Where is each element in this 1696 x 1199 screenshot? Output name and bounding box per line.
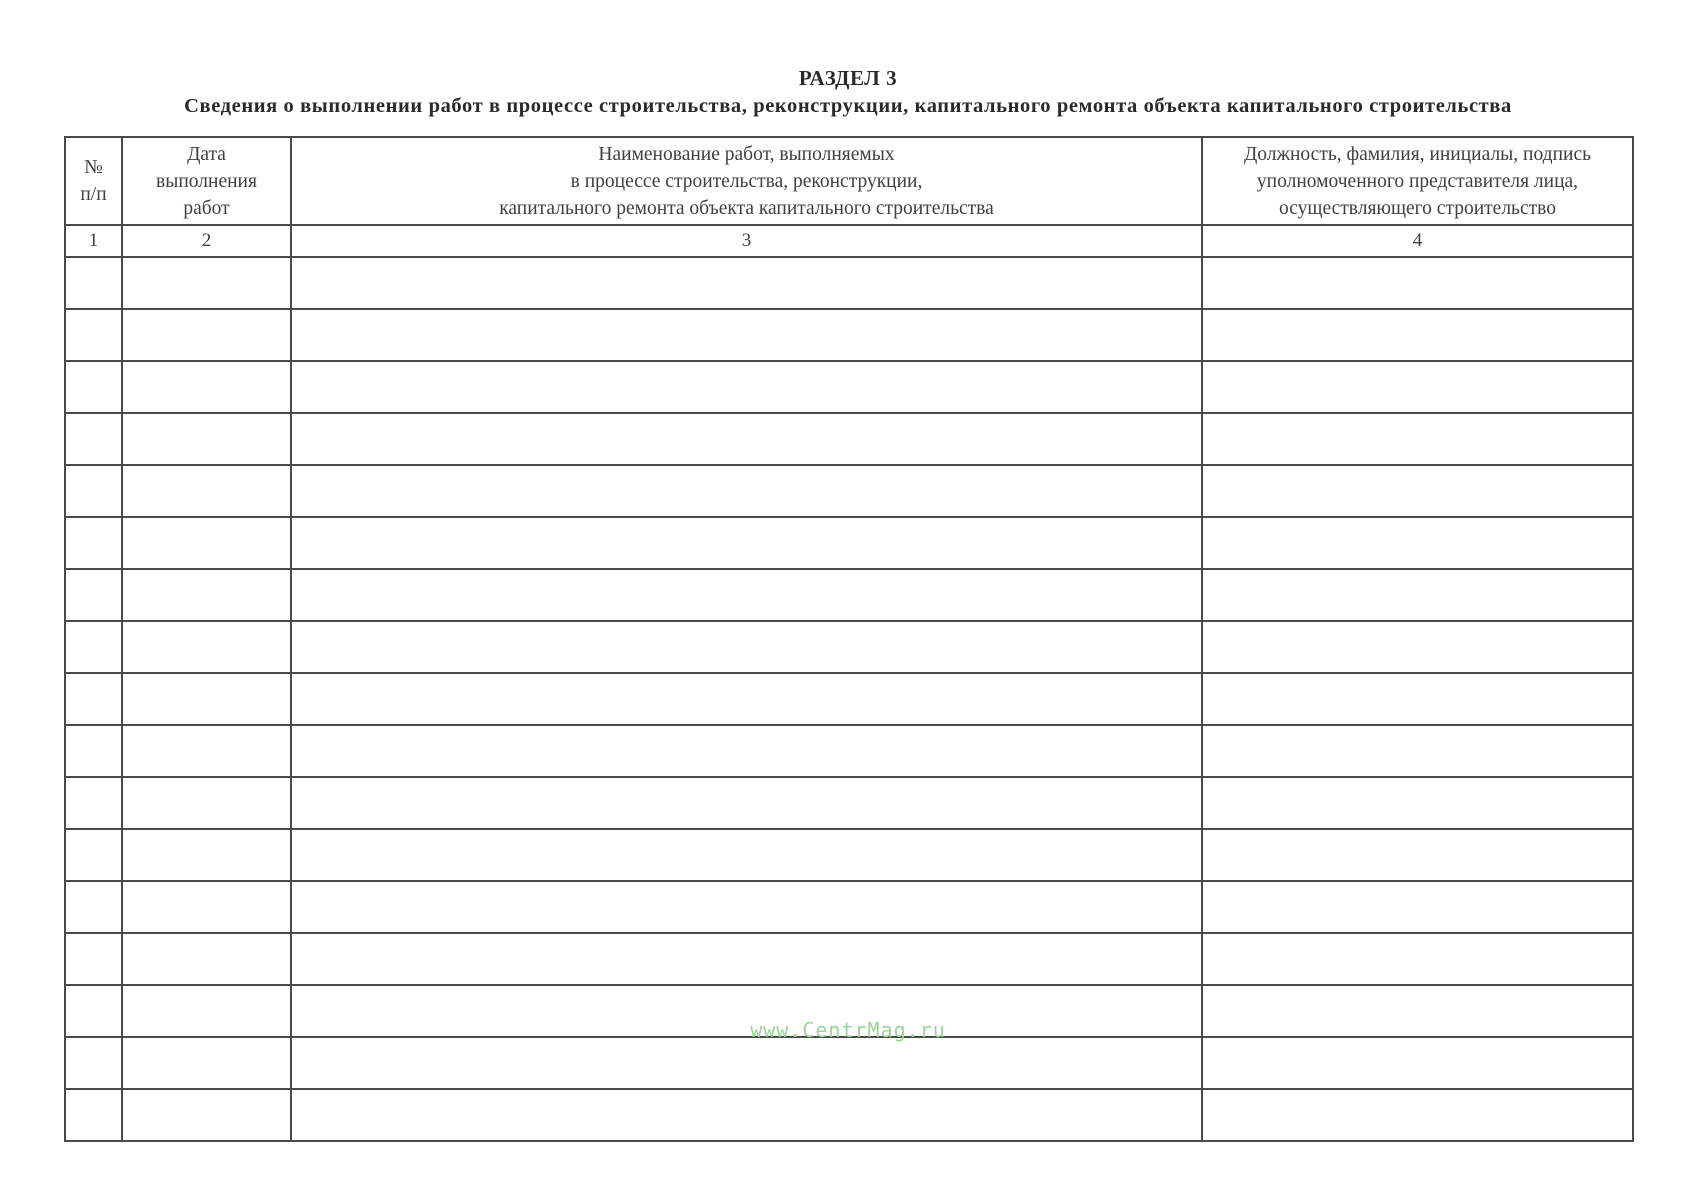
entry-cell-number[interactable] — [65, 465, 122, 517]
entry-cell-representative[interactable] — [1202, 1089, 1633, 1141]
entry-cell-representative[interactable] — [1202, 881, 1633, 933]
entry-cell-date[interactable] — [122, 413, 291, 465]
table-row — [65, 309, 1633, 361]
table-row — [65, 777, 1633, 829]
entry-cell-work-name[interactable] — [291, 309, 1202, 361]
entry-cell-number[interactable] — [65, 673, 122, 725]
entry-cell-number[interactable] — [65, 725, 122, 777]
entry-cell-date[interactable] — [122, 725, 291, 777]
header-cell-work-name: Наименование работ, выполняемых в процессе строительства, реконструкции, капитального ремонта объекта капитального строительства — [291, 137, 1202, 225]
table-row — [65, 413, 1633, 465]
table-row — [65, 257, 1633, 309]
entry-cell-number[interactable] — [65, 361, 122, 413]
section-title: Сведения о выполнении работ в процессе строительства, реконструкции, капитального ремонта объекта капитального строительства — [184, 95, 1512, 117]
table-row — [65, 829, 1633, 881]
entry-cell-representative[interactable] — [1202, 361, 1633, 413]
entry-cell-work-name[interactable] — [291, 1089, 1202, 1141]
entry-cell-representative[interactable] — [1202, 413, 1633, 465]
entry-cell-work-name[interactable] — [291, 465, 1202, 517]
entry-cell-representative[interactable] — [1202, 673, 1633, 725]
table-row — [65, 621, 1633, 673]
entry-cell-date[interactable] — [122, 777, 291, 829]
table-row — [65, 673, 1633, 725]
entry-cell-date[interactable] — [122, 1089, 291, 1141]
entry-cell-number[interactable] — [65, 829, 122, 881]
header-cell-representative: Должность, фамилия, инициалы, подпись уполномоченного представителя лица, осуществляющего строительство — [1202, 137, 1633, 225]
entry-cell-representative[interactable] — [1202, 829, 1633, 881]
table-row — [65, 1089, 1633, 1141]
column-number-row — [65, 225, 1633, 257]
entry-cell-date[interactable] — [122, 933, 291, 985]
entry-cell-representative[interactable] — [1202, 517, 1633, 569]
table-row — [65, 465, 1633, 517]
entry-cell-work-name[interactable] — [291, 621, 1202, 673]
entry-cell-work-name[interactable] — [291, 881, 1202, 933]
entry-cell-number[interactable] — [65, 413, 122, 465]
entry-cell-number[interactable] — [65, 881, 122, 933]
entry-cell-representative[interactable] — [1202, 257, 1633, 309]
column-number-cell: 2 — [122, 225, 291, 257]
entry-cell-work-name[interactable] — [291, 829, 1202, 881]
entry-cell-date[interactable] — [122, 569, 291, 621]
header-row — [65, 137, 1633, 225]
works-register-table — [64, 136, 1634, 1142]
entry-cell-date[interactable] — [122, 309, 291, 361]
entry-cell-number[interactable] — [65, 777, 122, 829]
entry-cell-work-name[interactable] — [291, 673, 1202, 725]
entry-cell-representative[interactable] — [1202, 725, 1633, 777]
table-row — [65, 569, 1633, 621]
entry-cell-representative[interactable] — [1202, 933, 1633, 985]
entry-cell-representative[interactable] — [1202, 777, 1633, 829]
table-row — [65, 1037, 1633, 1089]
header-cell-number: № п/п — [65, 137, 122, 225]
entry-cell-number[interactable] — [65, 621, 122, 673]
entry-cell-work-name[interactable] — [291, 569, 1202, 621]
entry-cell-date[interactable] — [122, 257, 291, 309]
table-row — [65, 933, 1633, 985]
entry-cell-work-name[interactable] — [291, 413, 1202, 465]
entry-cell-work-name[interactable] — [291, 517, 1202, 569]
entry-cell-number[interactable] — [65, 1037, 122, 1089]
column-number-cell: 1 — [65, 225, 122, 257]
table-row — [65, 361, 1633, 413]
entry-cell-date[interactable] — [122, 465, 291, 517]
entry-cell-representative[interactable] — [1202, 621, 1633, 673]
entry-cell-date[interactable] — [122, 881, 291, 933]
table-row — [65, 517, 1633, 569]
entry-cell-date[interactable] — [122, 361, 291, 413]
entry-cell-representative[interactable] — [1202, 309, 1633, 361]
table-row — [65, 881, 1633, 933]
entry-cell-number[interactable] — [65, 1089, 122, 1141]
column-number-cell: 3 — [291, 225, 1202, 257]
column-number-cell: 4 — [1202, 225, 1633, 257]
entry-cell-number[interactable] — [65, 933, 122, 985]
entry-cell-work-name[interactable] — [291, 777, 1202, 829]
entry-cell-work-name[interactable] — [291, 933, 1202, 985]
entry-cell-number[interactable] — [65, 257, 122, 309]
header-cell-date: Дата выполнения работ — [122, 137, 291, 225]
entry-cell-representative[interactable] — [1202, 1037, 1633, 1089]
entry-cell-representative[interactable] — [1202, 465, 1633, 517]
entry-cell-work-name[interactable] — [291, 361, 1202, 413]
entry-cell-date[interactable] — [122, 1037, 291, 1089]
entry-cell-number[interactable] — [65, 517, 122, 569]
entry-cell-date[interactable] — [122, 829, 291, 881]
entry-cell-date[interactable] — [122, 517, 291, 569]
entry-cell-date[interactable] — [122, 673, 291, 725]
entry-cell-work-name[interactable] — [291, 725, 1202, 777]
table-row — [65, 725, 1633, 777]
entry-cell-number[interactable] — [65, 569, 122, 621]
section-label: РАЗДЕЛ 3 — [798, 66, 898, 90]
watermark: www.CentrMag.ru — [750, 1018, 946, 1042]
entry-cell-work-name[interactable] — [291, 1037, 1202, 1089]
entry-cell-number[interactable] — [65, 309, 122, 361]
entry-cell-representative[interactable] — [1202, 569, 1633, 621]
entry-cell-date[interactable] — [122, 621, 291, 673]
entry-cell-work-name[interactable] — [291, 257, 1202, 309]
